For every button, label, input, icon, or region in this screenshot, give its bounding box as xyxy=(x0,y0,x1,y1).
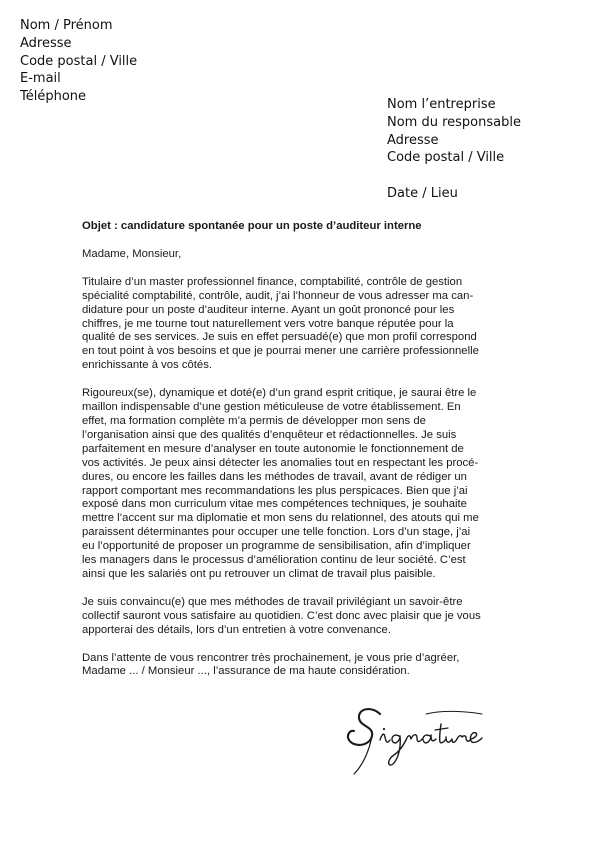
paragraph-line: ainsi que les salariés ont pu retrouver un climat de travail plus paisible. xyxy=(82,567,436,580)
paragraph-line: spécialité comptabilité, contrôle, audit, j’ai l’honneur de vous adresser ma can- xyxy=(82,289,474,302)
paragraph-line: Madame ... / Monsieur ..., l’assurance de ma haute considération. xyxy=(82,665,410,678)
sender-name: Nom / Prénom xyxy=(20,18,113,33)
paragraph-intro xyxy=(82,276,514,373)
paragraph-line: Rigoureux(se), dynamique et doté(e) d’un grand esprit critique, je saurai être le xyxy=(82,387,477,400)
paragraph-line: eu l’opportunité de proposer un programme de sensibilisation, afin d’impliquer xyxy=(82,540,471,553)
paragraph-line: les managers dans le processus d’amélioration continu de leur société. C’est xyxy=(82,554,466,567)
sender-address: Adresse xyxy=(20,35,72,51)
paragraph-line: dures, ou encore les failles dans les méthodes de travail, avant de rédiger un xyxy=(82,470,467,483)
paragraph-line: l’organisation ainsi que des qualités d’enquêteur et rédactionnelles. Je suis xyxy=(82,428,457,441)
paragraph-methods xyxy=(82,596,514,638)
letter-body xyxy=(82,220,514,693)
sender-email: E-mail xyxy=(20,71,61,87)
letter-subject: Objet : candidature spontanée pour un poste d’auditeur interne xyxy=(82,220,422,232)
recipient-postal-city: Code postal / Ville xyxy=(387,150,505,166)
paragraph-line: enrichissante à vos côtés. xyxy=(82,359,212,372)
paragraph-skills xyxy=(82,387,514,582)
paragraph-line: Je suis convaincu(e) que mes méthodes de travail privilégiant un savoir-être xyxy=(82,595,463,608)
paragraph-line: apporterai des détails, lors d’un entretien à votre convenance. xyxy=(82,623,391,636)
paragraph-line: chiffres, je me tourne tout naturellement vers votre banque réputée pour la xyxy=(82,317,454,330)
paragraph-line: vos activités. Je peux ainsi détecter les anomalies tout en respectant les procé- xyxy=(82,456,479,469)
paragraph-line: Titulaire d’un master professionnel finance, comptabilité, contrôle de gestion xyxy=(82,275,463,288)
paragraph-line: paraissent déterminantes pour occuper une telle fonction. Lors d’un stage, j’ai xyxy=(82,526,471,539)
paragraph-line: rapport comportant mes recommandations les plus perspicaces. Bien que j’ai xyxy=(82,484,468,497)
paragraph-line: en tout point à vos besoins et que je pourrai mener une carrière professionnelle xyxy=(82,345,479,358)
date-place: Date / Lieu xyxy=(387,186,458,201)
paragraph-line: Dans l’attente de vous rencontrer très prochainement, je vous prie d’agréer, xyxy=(82,651,460,664)
paragraph-line: collectif sauront vous satisfaire au quotidien. C’est donc avec plaisir que je vous xyxy=(82,609,481,622)
paragraph-line: mettre l’accent sur ma diplomatie et mon sens du relationnel, des atouts qui me xyxy=(82,512,479,525)
paragraph-line: exposé dans mon curriculum vitae mes compétences techniques, je souhaite xyxy=(82,498,467,511)
recipient-manager: Nom du responsable xyxy=(387,114,521,130)
paragraph-line: effet, ma formation complète m’a permis de développer mon sens de xyxy=(82,414,426,427)
paragraph-line: parfaitement en mesure d’analyser en toute autonomie le fonctionnement de xyxy=(82,442,464,455)
signature-icon xyxy=(342,700,492,780)
paragraph-line: didature pour un poste d’auditeur interne. Ayant un goût prononcé pour les xyxy=(82,303,455,316)
paragraph-closing xyxy=(82,652,514,680)
letter-greeting: Madame, Monsieur, xyxy=(82,247,182,260)
sender-postal-city: Code postal / Ville xyxy=(20,53,138,69)
recipient-block xyxy=(387,96,521,167)
sender-phone: Téléphone xyxy=(20,89,87,105)
recipient-address: Adresse xyxy=(387,132,439,148)
paragraph-line: qualité de ses services. Je suis en effet persuadé(e) que mon profil correspond xyxy=(82,331,477,344)
paragraph-line: maillon indispensable d’une gestion méticuleuse de votre établissement. En xyxy=(82,401,461,414)
sender-block xyxy=(20,17,137,106)
recipient-company: Nom l’entreprise xyxy=(387,97,496,112)
